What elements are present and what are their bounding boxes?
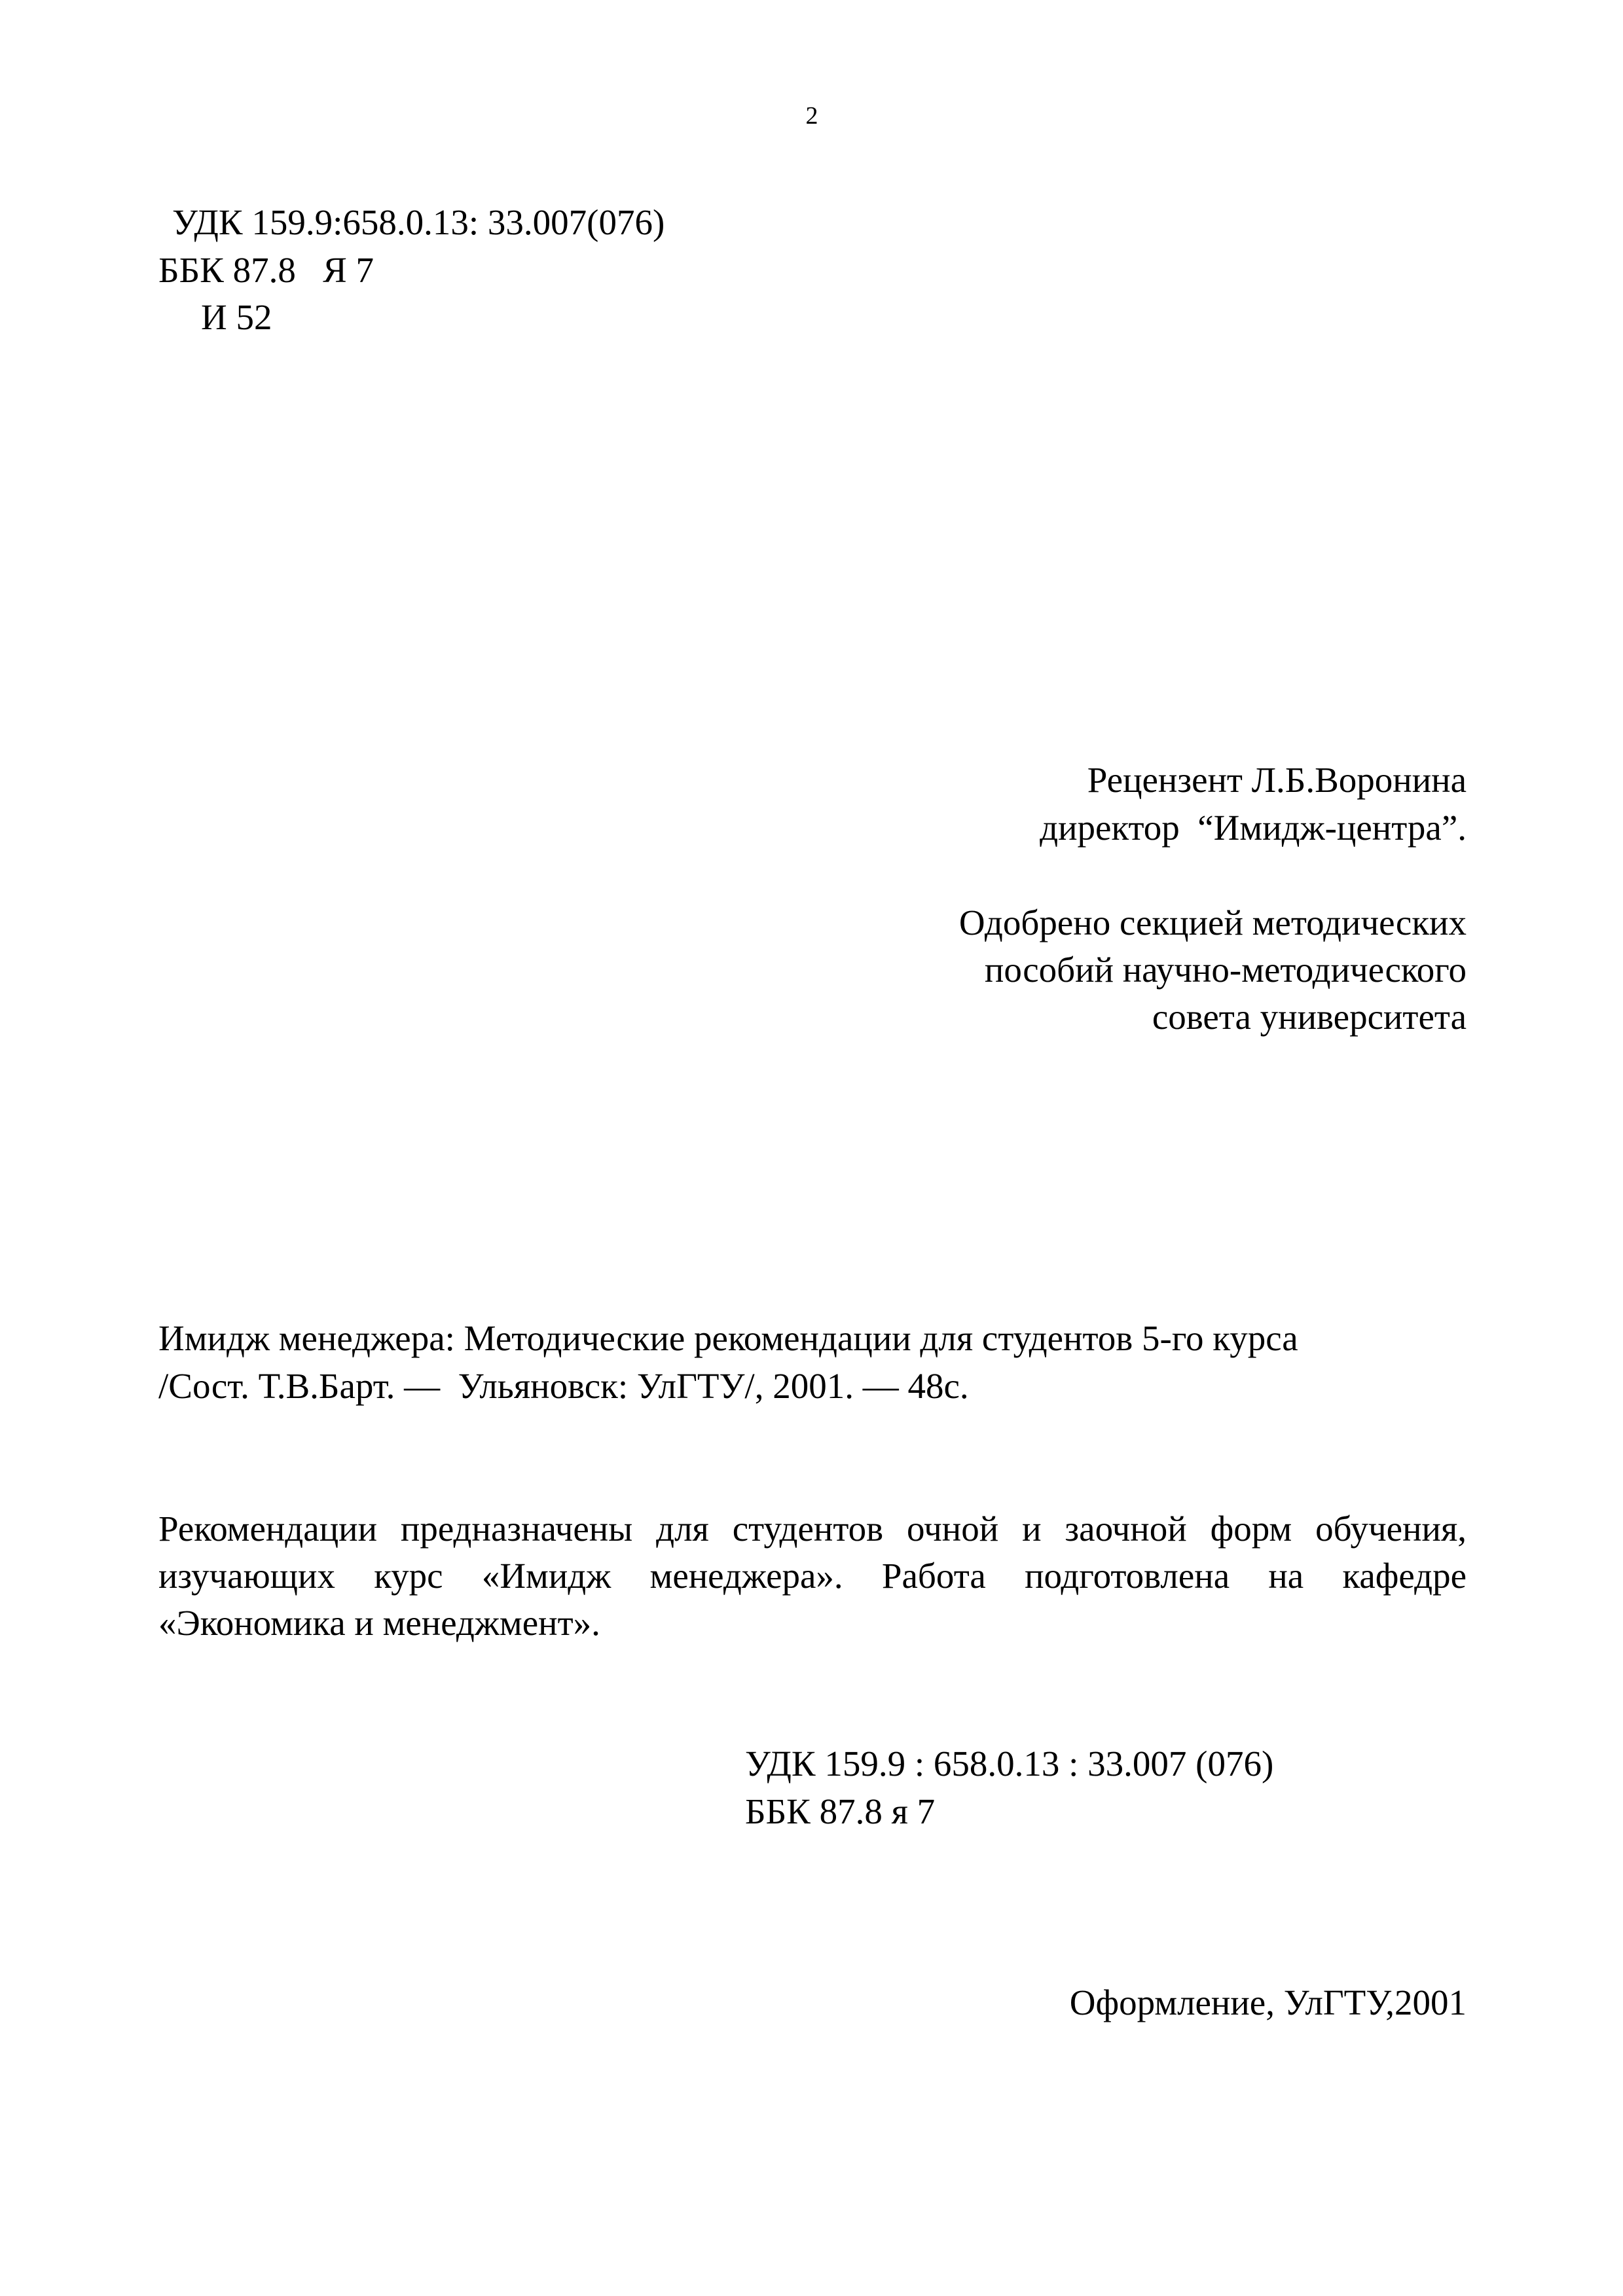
- reviewer-name: Рецензент Л.Б.Воронина: [1087, 760, 1467, 800]
- approval-line-1: Одобрено секцией методических: [958, 903, 1467, 942]
- header-udk: УДК 159.9:658.0.13: 33.007(076): [172, 202, 665, 242]
- approval-line-3: совета университета: [1152, 997, 1467, 1037]
- copyright-line: Оформление, УлГТУ,2001: [1069, 1982, 1467, 2022]
- page-number: 2: [805, 102, 818, 130]
- abstract-line-2: изучающих курс «Имидж менеджера». Работа подготовлена на кафедре: [158, 1556, 1467, 1596]
- header-author-mark: И 52: [201, 297, 272, 337]
- bibliographic-record-line-1: Имидж менеджера: Методические рекомендации для студентов 5-го курса: [158, 1318, 1298, 1358]
- abstract-line-3: «Экономика и менеджмент».: [158, 1603, 600, 1643]
- footer-udk: УДК 159.9 : 658.0.13 : 33.007 (076): [745, 1744, 1274, 1784]
- reviewer-position: директор “Имидж-центра”.: [1040, 808, 1467, 848]
- header-bbk: ББК 87.8 Я 7: [158, 250, 374, 290]
- footer-bbk: ББК 87.8 я 7: [745, 1791, 936, 1831]
- approval-line-2: пособий научно-методического: [984, 950, 1467, 990]
- abstract-line-1: Рекомендации предназначены для студентов очной и заочной форм обучения,: [158, 1509, 1467, 1549]
- bibliographic-record-line-2: /Сост. Т.В.Барт. — Ульяновск: УлГТУ/, 2001. — 48с.: [158, 1366, 969, 1406]
